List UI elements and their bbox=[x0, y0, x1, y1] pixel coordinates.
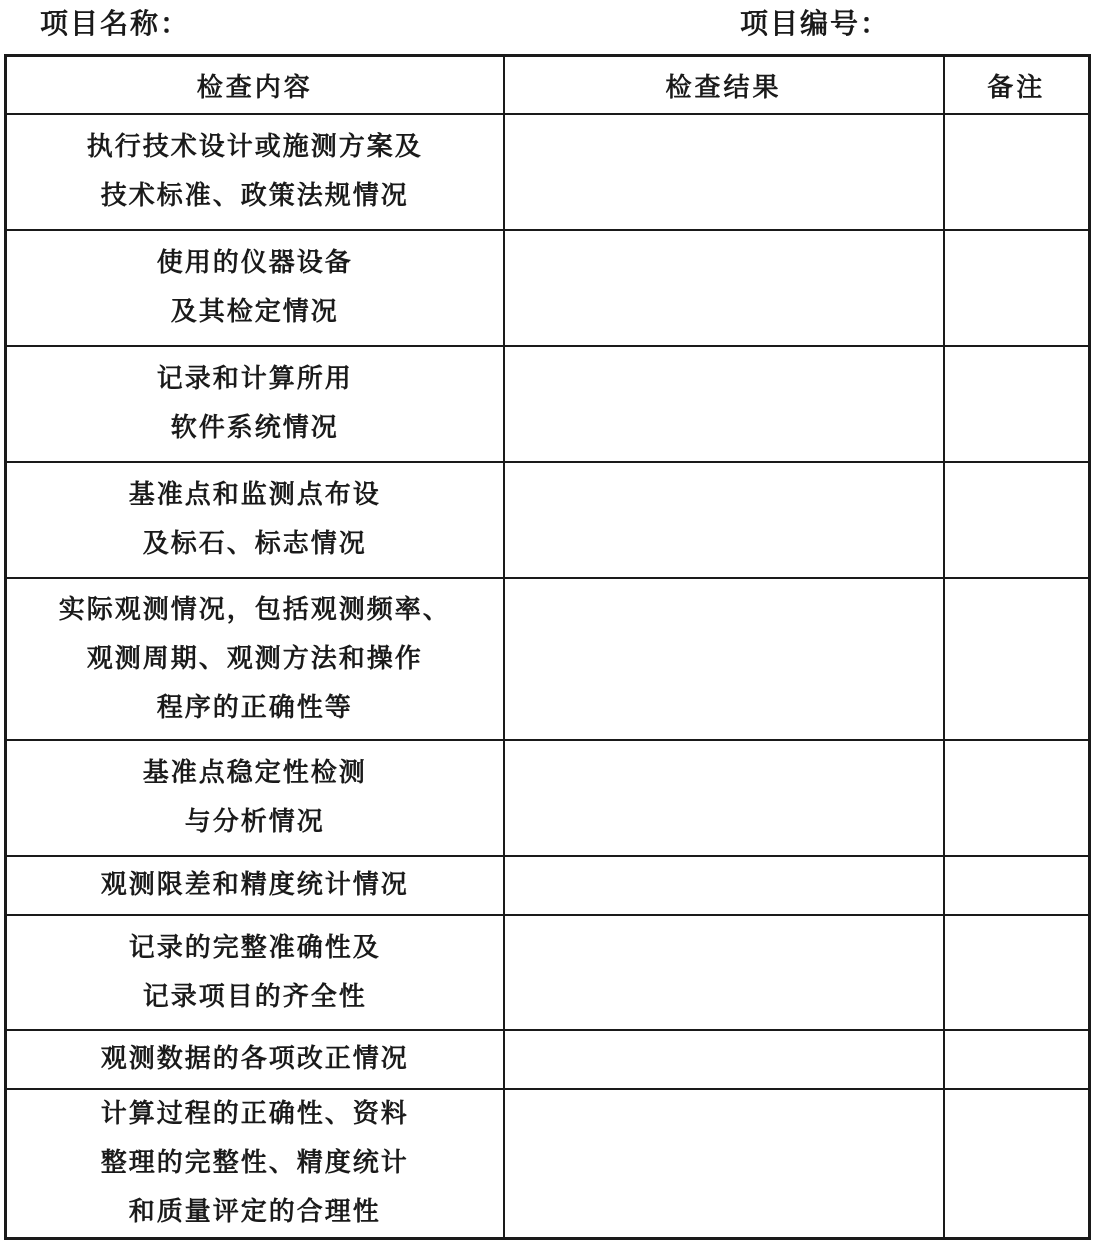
inspection-item bbox=[6, 578, 504, 740]
item-text-line: 观测周期、观测方法和操作 bbox=[86, 643, 423, 674]
result-cell[interactable] bbox=[504, 578, 944, 740]
table-row bbox=[6, 230, 1090, 346]
item-text-line: 观测限差和精度统计情况 bbox=[100, 870, 409, 900]
item-text-line: 软件系统情况 bbox=[170, 413, 339, 443]
remark-cell[interactable] bbox=[944, 230, 1090, 346]
result-cell[interactable] bbox=[504, 1030, 944, 1089]
table-row bbox=[6, 462, 1090, 578]
form-header bbox=[0, 0, 1100, 44]
item-text-line: 观测数据的各项改正情况 bbox=[100, 1044, 409, 1074]
table-header-row bbox=[6, 56, 1090, 115]
result-cell[interactable] bbox=[504, 114, 944, 230]
inspection-item bbox=[6, 1030, 504, 1089]
item-text-line: 及其检定情况 bbox=[170, 297, 339, 327]
project-name-label: 项目名称： bbox=[40, 7, 191, 40]
item-text-line: 与分析情况 bbox=[184, 807, 325, 837]
item-text-line: 基准点和监测点布设 bbox=[128, 480, 381, 510]
column-header-content: 检查内容 bbox=[6, 56, 504, 115]
item-text-line: 基准点稳定性检测 bbox=[142, 758, 367, 788]
remark-cell[interactable] bbox=[944, 462, 1090, 578]
inspection-item bbox=[6, 1089, 504, 1239]
item-text-line: 记录项目的齐全性 bbox=[142, 981, 367, 1012]
table-row bbox=[6, 915, 1090, 1030]
item-text-line: 和质量评定的合理性 bbox=[128, 1197, 381, 1227]
result-cell[interactable] bbox=[504, 462, 944, 578]
result-cell[interactable] bbox=[504, 346, 944, 462]
remark-cell[interactable] bbox=[944, 740, 1090, 856]
inspection-item bbox=[6, 114, 504, 230]
item-text-line: 执行技术设计或施测方案及 bbox=[86, 132, 423, 162]
table-row bbox=[6, 740, 1090, 856]
remark-cell[interactable] bbox=[944, 114, 1090, 230]
inspection-table bbox=[4, 54, 1091, 1240]
inspection-item bbox=[6, 462, 504, 578]
remark-cell[interactable] bbox=[944, 346, 1090, 462]
item-text-line: 记录的完整准确性及 bbox=[128, 932, 381, 963]
item-text-line: 技术标准、政策法规情况 bbox=[100, 181, 409, 211]
item-text-line: 及标石、标志情况 bbox=[142, 529, 367, 559]
inspection-item bbox=[6, 915, 504, 1030]
remark-cell[interactable] bbox=[944, 915, 1090, 1030]
remark-cell[interactable] bbox=[944, 1089, 1090, 1239]
result-cell[interactable] bbox=[504, 856, 944, 915]
result-cell[interactable] bbox=[504, 915, 944, 1030]
table-row bbox=[6, 346, 1090, 462]
column-header-remark: 备注 bbox=[944, 56, 1090, 115]
remark-cell[interactable] bbox=[944, 578, 1090, 740]
table-row bbox=[6, 1030, 1090, 1089]
item-text-line: 使用的仪器设备 bbox=[156, 248, 353, 278]
item-text-line: 记录和计算所用 bbox=[156, 364, 353, 394]
item-text-line: 整理的完整性、精度统计 bbox=[100, 1148, 409, 1178]
item-text-line: 计算过程的正确性、资料 bbox=[100, 1099, 409, 1129]
inspection-item bbox=[6, 740, 504, 856]
table-row bbox=[6, 578, 1090, 740]
result-cell[interactable] bbox=[504, 1089, 944, 1239]
item-text-line: 程序的正确性等 bbox=[156, 692, 353, 723]
inspection-item bbox=[6, 856, 504, 915]
item-text-line: 实际观测情况，包括观测频率、 bbox=[58, 594, 451, 625]
remark-cell[interactable] bbox=[944, 856, 1090, 915]
table-row bbox=[6, 856, 1090, 915]
result-cell[interactable] bbox=[504, 740, 944, 856]
column-header-result: 检查结果 bbox=[504, 56, 944, 115]
inspection-item bbox=[6, 230, 504, 346]
table-row bbox=[6, 1089, 1090, 1239]
inspection-item bbox=[6, 346, 504, 462]
result-cell[interactable] bbox=[504, 230, 944, 346]
table-row bbox=[6, 114, 1090, 230]
project-number-label: 项目编号： bbox=[740, 7, 891, 40]
remark-cell[interactable] bbox=[944, 1030, 1090, 1089]
